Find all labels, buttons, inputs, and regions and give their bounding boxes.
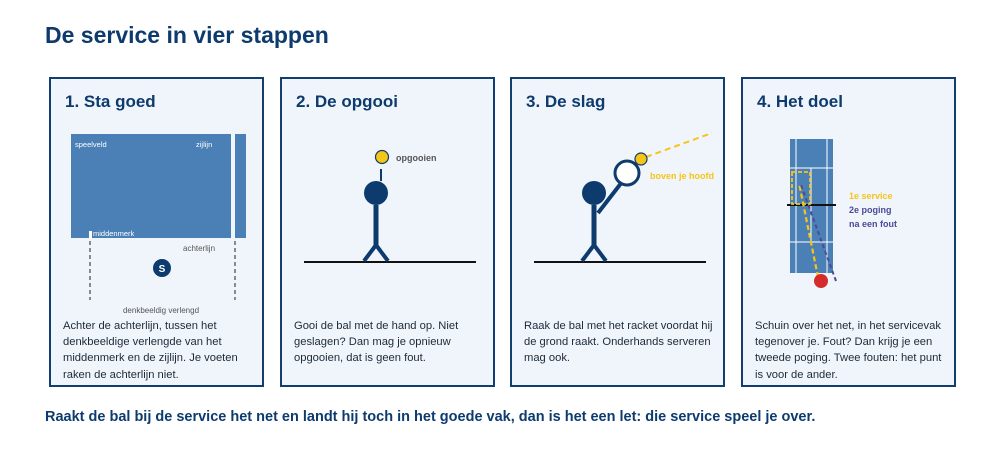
- label-zijlijn: zijlijn: [196, 140, 213, 149]
- step-description: Raak de bal met het racket voordat hij de grond raakt. Onderhands serveren mag ook.: [524, 320, 713, 365]
- step-title: 2. De opgooi: [296, 92, 398, 111]
- label-na-een-fout: na een fout: [849, 219, 898, 229]
- label-boven-je-hoofd: boven je hoofd: [650, 171, 714, 181]
- step-title: 4. Het doel: [757, 92, 843, 111]
- step-card-4: [741, 77, 956, 387]
- page-title: De service in vier stappen: [45, 22, 329, 48]
- player-leg-right: [376, 245, 388, 261]
- server-position: [814, 274, 828, 288]
- step-title: 1. Sta goed: [65, 92, 156, 111]
- player-leg-right: [594, 245, 606, 261]
- player-head: [582, 181, 606, 205]
- label-2e-poging: 2e poging: [849, 205, 892, 215]
- step-description: Achter de achterlijn, tussen het denkbeeldige verlengde van het middenmerk en de zijlijn. Je voeten raken de achterlijn niet.: [63, 320, 238, 381]
- label-1e-service: 1e service: [849, 191, 893, 201]
- server-marker-label: S: [158, 264, 166, 275]
- racket-head: [615, 161, 639, 185]
- player-head: [364, 181, 388, 205]
- label-achterlijn: achterlijn: [183, 244, 216, 253]
- label-verlengd: denkbeeldig verlengd: [122, 306, 200, 315]
- label-middenmerk: middenmerk: [93, 229, 135, 238]
- trajectory-line: [646, 133, 712, 157]
- step-card-2: [280, 77, 495, 387]
- label-opgooien: opgooien: [396, 153, 437, 163]
- ball: [635, 153, 647, 165]
- label-speelveld: speelveld: [75, 140, 107, 149]
- ball: [376, 151, 389, 164]
- step-card-1: [49, 77, 264, 387]
- player-leg-left: [364, 245, 376, 261]
- player-leg-left: [582, 245, 594, 261]
- step-card-3: [510, 77, 725, 387]
- let-rule-note: Raakt de bal bij de service het net en landt hij toch in het goede vak, dan is het een let: die service speel je over.: [45, 409, 816, 425]
- step-description: Schuin over het net, in het servicevak tegenover je. Fout? Dan krijg je een tweede poging. Twee fouten: het punt is voor de ander.: [755, 320, 942, 381]
- step-description: Gooi de bal met de hand op. Niet geslagen? Dan mag je opnieuw opgooien, dat is geen fout.: [294, 320, 459, 365]
- court-area: [71, 134, 231, 238]
- step-title: 3. De slag: [526, 92, 606, 111]
- center-mark: [89, 231, 92, 238]
- side-alley: [235, 134, 246, 238]
